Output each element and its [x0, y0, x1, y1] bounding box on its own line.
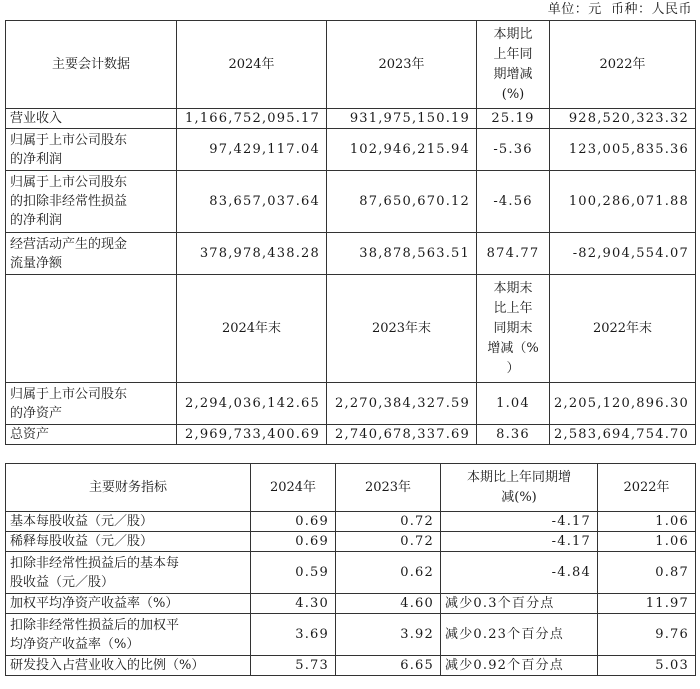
cell-2022: 928,520,323.32: [550, 109, 696, 129]
row-label: 归属于上市公司股东 的扣除非经常性损益 的净利润: [6, 171, 177, 233]
cell-2022: 5.03: [598, 656, 696, 676]
cell-2023: 3.92: [336, 614, 441, 656]
cell-2023: 0.72: [336, 512, 441, 532]
cell-2024: 2,294,036,142.65: [177, 383, 327, 425]
cell-2024: 0.69: [251, 512, 336, 532]
cell-2022: 1.06: [598, 512, 696, 532]
row-label: 稀释每股收益（元／股）: [6, 532, 251, 552]
cell-2024: 0.59: [251, 552, 336, 594]
cell-change: 874.77: [477, 233, 550, 275]
cell-2023: 2,740,678,337.69: [327, 425, 477, 445]
row-label: 总资产: [6, 425, 177, 445]
table-row: [6, 594, 696, 614]
header-change: 本期比上年同期增 减(%): [441, 464, 598, 512]
table-row: [6, 532, 696, 552]
row-label: 扣除非经常性损益后的基本每 股收益（元／股）: [6, 552, 251, 594]
header-label: 主要会计数据: [6, 21, 177, 109]
cell-change: 8.36: [477, 425, 550, 445]
row-label: 研发投入占营业收入的比例（%）: [6, 656, 251, 676]
cell-change: -5.36: [477, 129, 550, 171]
header-2024: 2024年: [177, 21, 327, 109]
cell-2024: 2,969,733,400.69: [177, 425, 327, 445]
header-2022-end: 2022年末: [550, 275, 696, 383]
cell-2024: 4.30: [251, 594, 336, 614]
cell-change: 减少0.3个百分点: [441, 594, 598, 614]
cell-2023: 931,975,150.19: [327, 109, 477, 129]
cell-2024: 83,657,037.64: [177, 171, 327, 233]
row-label: 归属于上市公司股东 的净资产: [6, 383, 177, 425]
cell-2024: 0.69: [251, 532, 336, 552]
cell-change: -4.84: [441, 552, 598, 594]
table1-header-row: [6, 21, 696, 109]
table-row: [6, 129, 696, 171]
cell-2024: 1,166,752,095.17: [177, 109, 327, 129]
cell-2022: 123,005,835.36: [550, 129, 696, 171]
table-row: [6, 614, 696, 656]
table-row: [6, 425, 696, 445]
cell-change: -4.17: [441, 532, 598, 552]
row-label: 营业收入: [6, 109, 177, 129]
table-row: [6, 383, 696, 425]
cell-2024: 378,978,438.28: [177, 233, 327, 275]
row-label: 归属于上市公司股东 的净利润: [6, 129, 177, 171]
table-row: [6, 233, 696, 275]
cell-2024: 5.73: [251, 656, 336, 676]
cell-2024: 3.69: [251, 614, 336, 656]
table1-subheader-row: [6, 275, 696, 383]
cell-2022: -82,904,554.07: [550, 233, 696, 275]
table-row: [6, 109, 696, 129]
cell-2022: 1.06: [598, 532, 696, 552]
row-label: 基本每股收益（元／股）: [6, 512, 251, 532]
cell-2022: 0.87: [598, 552, 696, 594]
accounting-data-table: [5, 20, 696, 445]
row-label: 经营活动产生的现金 流量净额: [6, 233, 177, 275]
header-2023: 2023年: [327, 21, 477, 109]
cell-change: 减少0.23个百分点: [441, 614, 598, 656]
cell-2023: 4.60: [336, 594, 441, 614]
table-row: [6, 656, 696, 676]
cell-change: 减少0.92个百分点: [441, 656, 598, 676]
header-2022: 2022年: [598, 464, 696, 512]
header-2022: 2022年: [550, 21, 696, 109]
header-2024-end: 2024年末: [177, 275, 327, 383]
cell-2022: 100,286,071.88: [550, 171, 696, 233]
cell-2023: 0.72: [336, 532, 441, 552]
cell-2023: 87,650,670.12: [327, 171, 477, 233]
header-2023-end: 2023年末: [327, 275, 477, 383]
cell-change: 25.19: [477, 109, 550, 129]
cell-2022: 9.76: [598, 614, 696, 656]
header-2024: 2024年: [251, 464, 336, 512]
cell-change: -4.17: [441, 512, 598, 532]
table2-header-row: [6, 464, 696, 512]
subheader-empty-cell: [6, 275, 177, 383]
row-label: 扣除非经常性损益后的加权平 均净资产收益率（%）: [6, 614, 251, 656]
cell-2023: 102,946,215.94: [327, 129, 477, 171]
header-label: 主要财务指标: [6, 464, 251, 512]
cell-2022: 2,205,120,896.30: [550, 383, 696, 425]
cell-2023: 0.62: [336, 552, 441, 594]
header-change-end: 本期末 比上年 同期末 增减（% ）: [477, 275, 550, 383]
table-row: [6, 512, 696, 532]
cell-2022: 11.97: [598, 594, 696, 614]
table-row: [6, 171, 696, 233]
currency-unit-note: 单位：元 币种：人民币: [547, 2, 692, 17]
cell-2023: 38,878,563.51: [327, 233, 477, 275]
header-2023: 2023年: [336, 464, 441, 512]
cell-2023: 6.65: [336, 656, 441, 676]
table-row: [6, 552, 696, 594]
cell-2023: 2,270,384,327.59: [327, 383, 477, 425]
cell-change: -4.56: [477, 171, 550, 233]
cell-change: 1.04: [477, 383, 550, 425]
header-change: 本期比 上年同 期增减 (%): [477, 21, 550, 109]
financial-indicators-table: [5, 463, 696, 676]
row-label: 加权平均净资产收益率（%）: [6, 594, 251, 614]
cell-2024: 97,429,117.04: [177, 129, 327, 171]
cell-2022: 2,583,694,754.70: [550, 425, 696, 445]
